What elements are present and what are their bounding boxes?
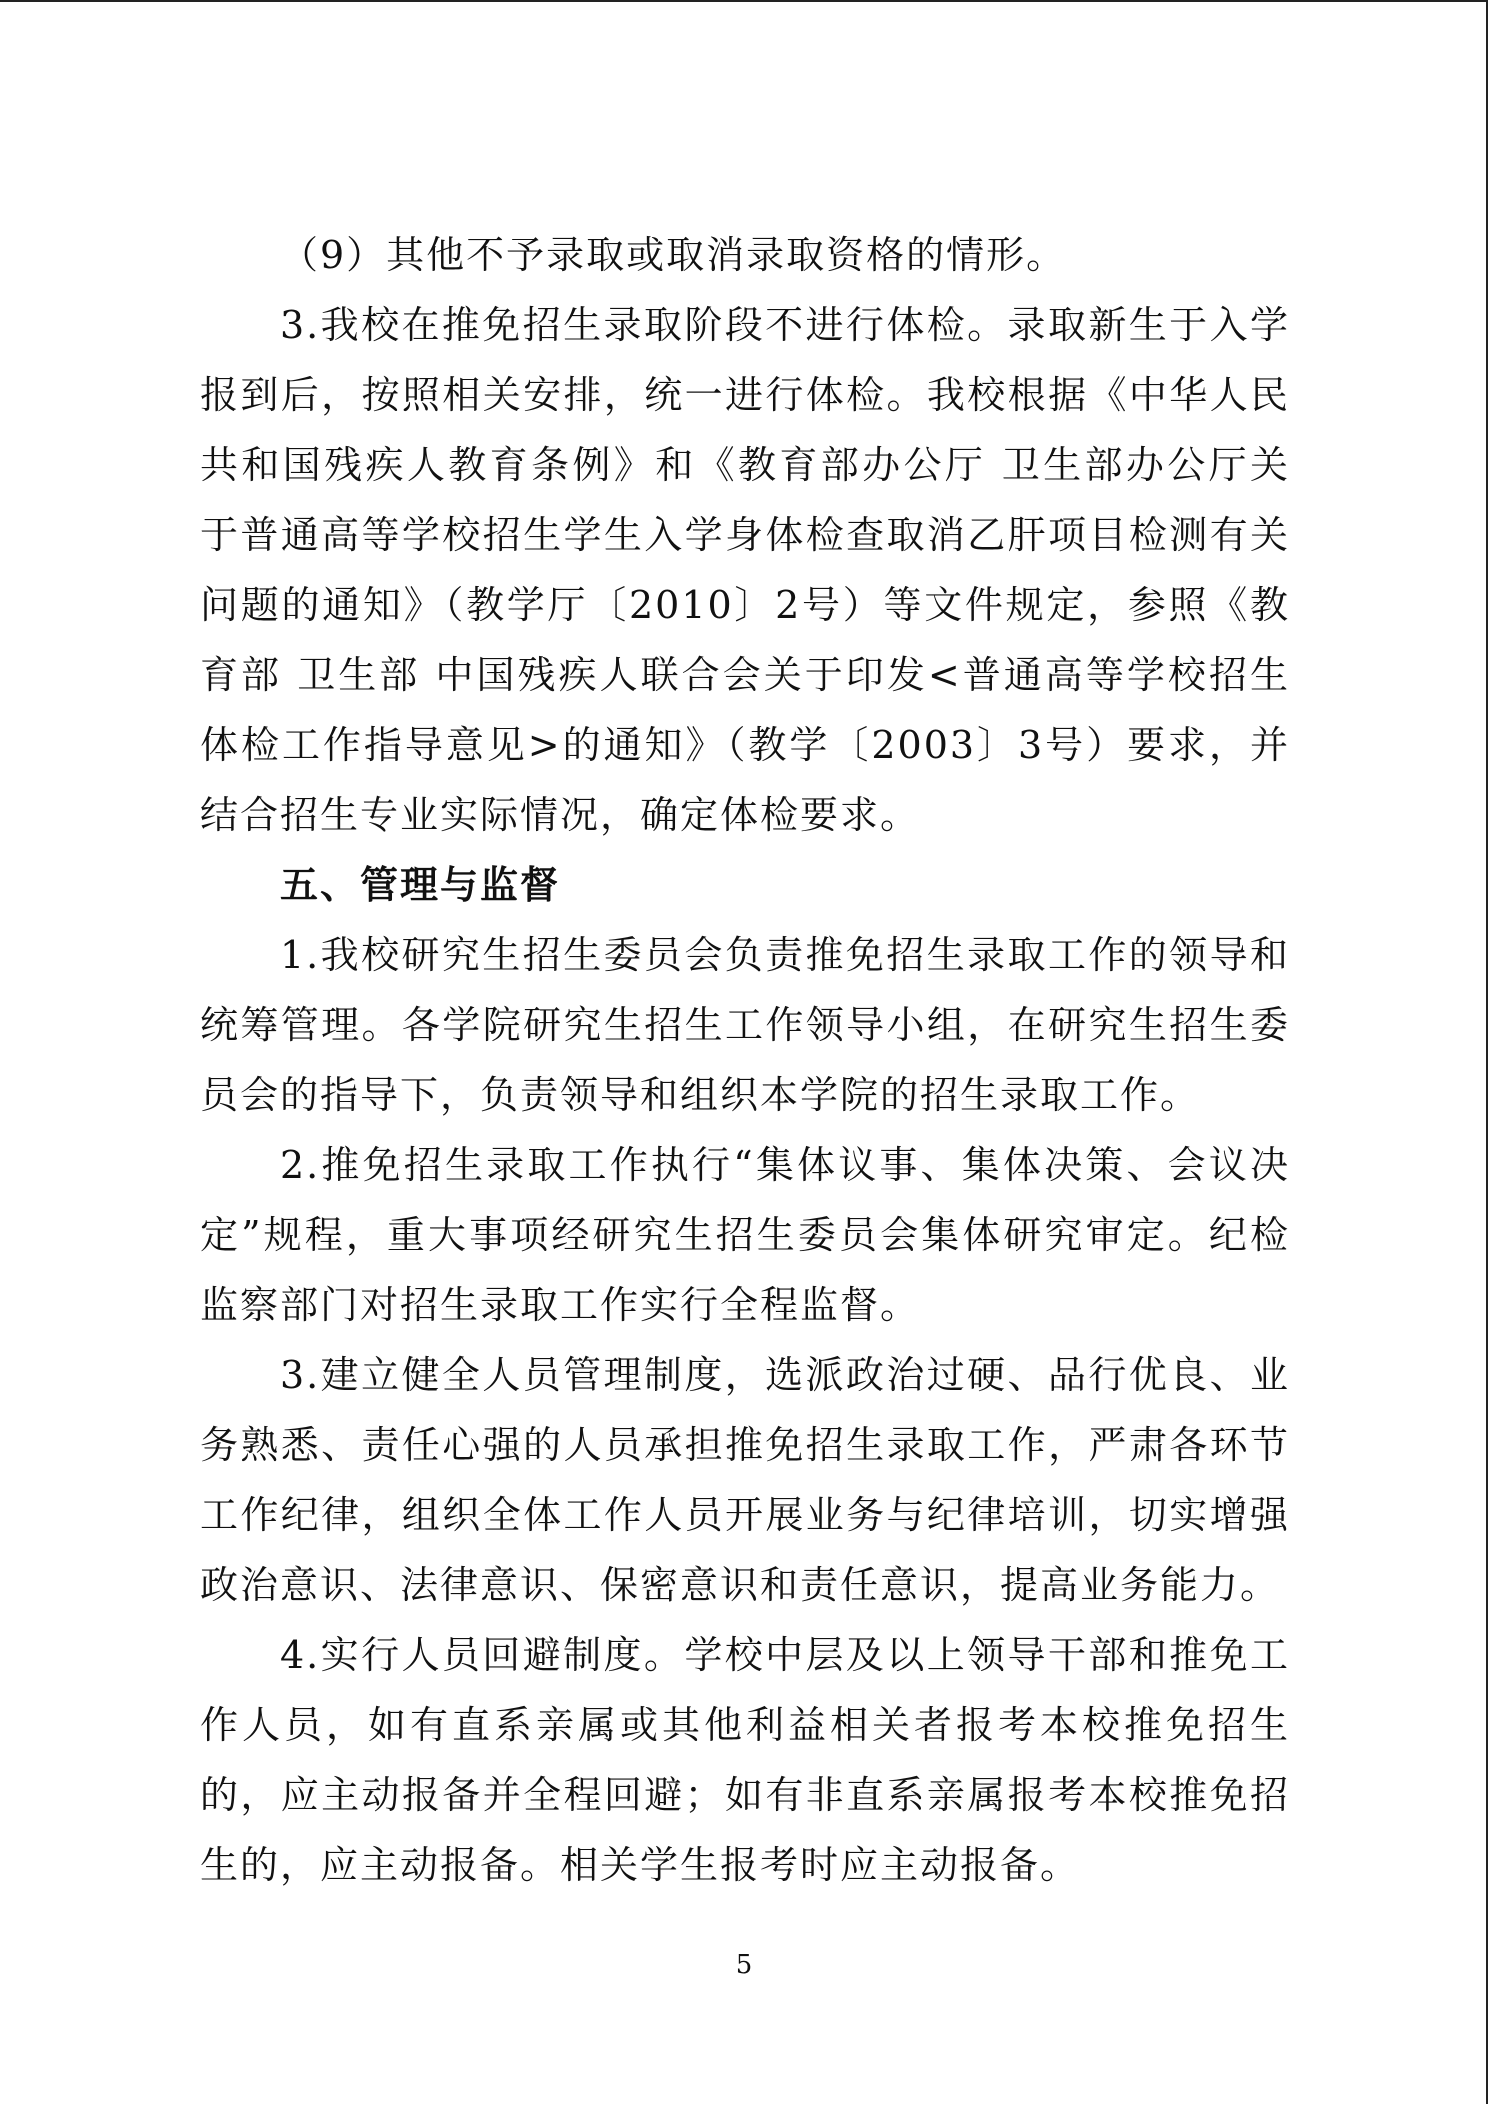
paragraph-committee: 1.我校研究生招生委员会负责推免招生录取工作的领导和统筹管理。各学院研究生招生工作领导小组，在研究生招生委员会的指导下，负责领导和组织本学院的招生录取工作。 [200, 933, 1290, 1117]
section-heading-management: 五、管理与监督 [280, 863, 561, 907]
document-body [200, 220, 1290, 1900]
paragraph-recusal: 4.实行人员回避制度。学校中层及以上领导干部和推免工作人员，如有直系亲属或其他利益相关者报考本校推免招生的，应主动报备并全程回避；如有非直系亲属报考本校推免招生的，应主动报备。相关学生报考时应主动报备。 [200, 1633, 1290, 1887]
page-edge-top [0, 0, 1488, 2]
paragraph-physical-exam: 3.我校在推免招生录取阶段不进行体检。录取新生于入学报到后，按照相关安排，统一进行体检。我校根据《中华人民共和国残疾人教育条例》和《教育部办公厅 卫生部办公厅关于普通高等学校招生学生入学身体检查取消乙肝项目检测有关问题的通知》（教学厅〔2010〕2号）等文件规定，参照《教育部 卫生部 中国残疾人联合会关于印发<普通高等学校招生体检工作指导意见>的通知》（教学〔2003〕3号）要求，并结合招生专业实际情况，确定体检要求。 [200, 303, 1290, 837]
paragraph-item-9: （9）其他不予录取或取消录取资格的情形。 [280, 233, 1067, 277]
paragraph-collective-decision: 2.推免招生录取工作执行“集体议事、集体决策、会议决定”规程，重大事项经研究生招生委员会集体研究审定。纪检监察部门对招生录取工作实行全程监督。 [200, 1143, 1290, 1327]
paragraph-personnel-management: 3.建立健全人员管理制度，选派政治过硬、品行优良、业务熟悉、责任心强的人员承担推免招生录取工作，严肃各环节工作纪律，组织全体工作人员开展业务与纪律培训，切实增强政治意识、法律意识、保密意识和责任意识，提高业务能力。 [200, 1353, 1290, 1607]
page-number: 5 [735, 1950, 753, 1980]
